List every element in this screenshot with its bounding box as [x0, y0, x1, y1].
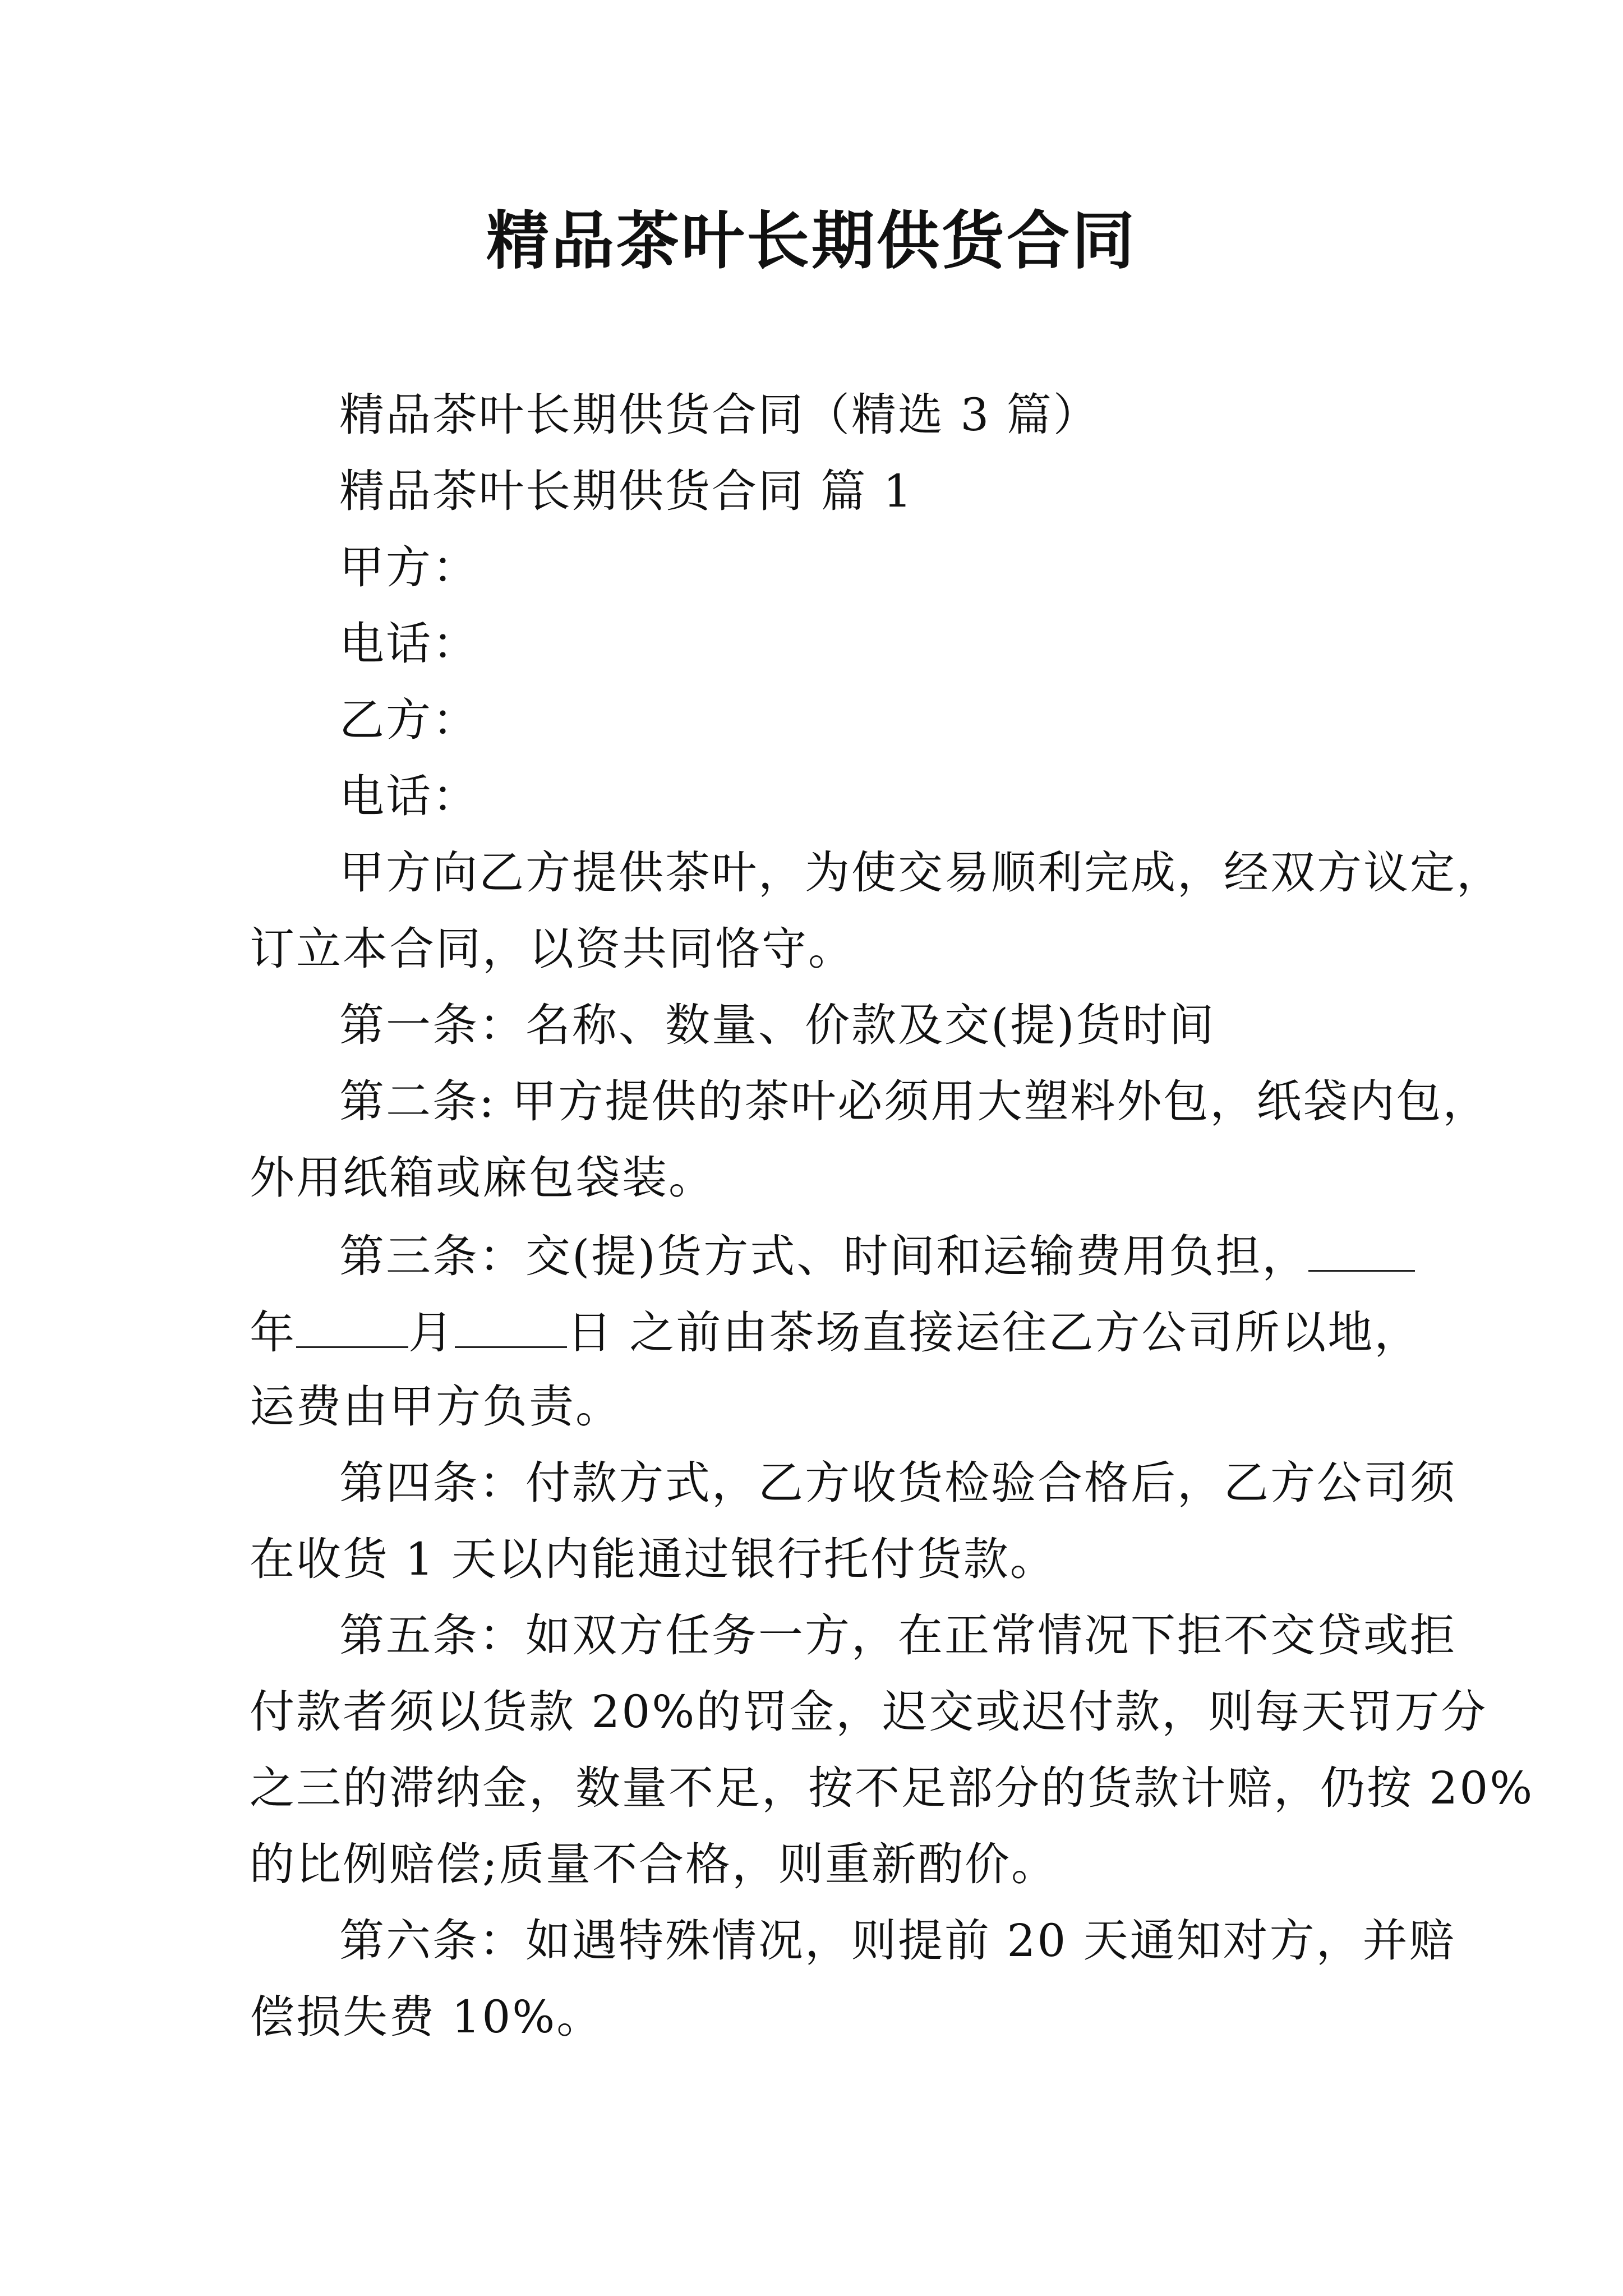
article-3-line2-rest: 之前由茶场直接运往乙方公司所以地，: [614, 1306, 1421, 1359]
article-2-line2: 外用纸箱或麻包袋装。: [250, 1152, 715, 1204]
article-5-line4: 的比例赔偿;质量不合格，则重新酌价。: [250, 1838, 1058, 1890]
year-label: 年: [250, 1306, 296, 1359]
intro-paragraph-line2: 订立本合同，以资共同恪守。: [250, 923, 855, 975]
month-label: 月: [408, 1306, 455, 1359]
document-title: 精品茶叶长期供货合同: [486, 204, 1137, 278]
article-3-line3: 运费由甲方负责。: [250, 1381, 622, 1433]
article-6-line1: 第六条：如遇特殊情况，则提前 20 天通知对方，并赔: [339, 1915, 1456, 1967]
day-label: 日: [567, 1306, 614, 1359]
year-blank-field[interactable]: [1308, 1226, 1415, 1272]
article-4-line2: 在收货 1 天以内能通过银行托付货款。: [250, 1533, 1057, 1585]
phone-label-1: 电话：: [339, 618, 479, 670]
article-5-line3: 之三的滞纳金，数量不足，按不足部分的货款计赔，仍按 20%: [250, 1762, 1534, 1814]
party-b-label: 乙方：: [339, 694, 479, 746]
article-5-line2: 付款者须以货款 20%的罚金，迟交或迟付款，则每天罚万分: [250, 1686, 1488, 1738]
day-blank-field[interactable]: [455, 1303, 567, 1348]
document-subtitle: 精品茶叶长期供货合同（精选 3 篇）: [339, 389, 1100, 441]
section-heading: 精品茶叶长期供货合同 篇 1: [339, 465, 914, 517]
intro-paragraph-line1: 甲方向乙方提供茶叶，为使交易顺利完成，经双方议定，: [339, 846, 1503, 899]
month-blank-field[interactable]: [296, 1303, 408, 1348]
article-1-line1: 第一条：名称、数量、价款及交(提)货时间: [339, 999, 1216, 1051]
article-3-line1: [339, 1226, 1415, 1285]
article-2-line1: 第二条: 甲方提供的茶叶必须用大塑料外包，纸袋内包，: [339, 1075, 1490, 1128]
article-3-line2: [250, 1303, 1421, 1361]
phone-label-2: 电话：: [339, 770, 479, 822]
party-a-label: 甲方：: [339, 541, 479, 593]
article-5-line1: 第五条：如双方任务一方，在正常情况下拒不交贷或拒: [339, 1609, 1456, 1662]
article-6-line2: 偿损失费 10%。: [250, 1991, 603, 2043]
article-4-line1: 第四条：付款方式，乙方收货检验合格后，乙方公司须: [339, 1457, 1456, 1509]
article-3-line1-text: 第三条：交(提)货方式、时间和运输费用负担，: [339, 1230, 1309, 1282]
